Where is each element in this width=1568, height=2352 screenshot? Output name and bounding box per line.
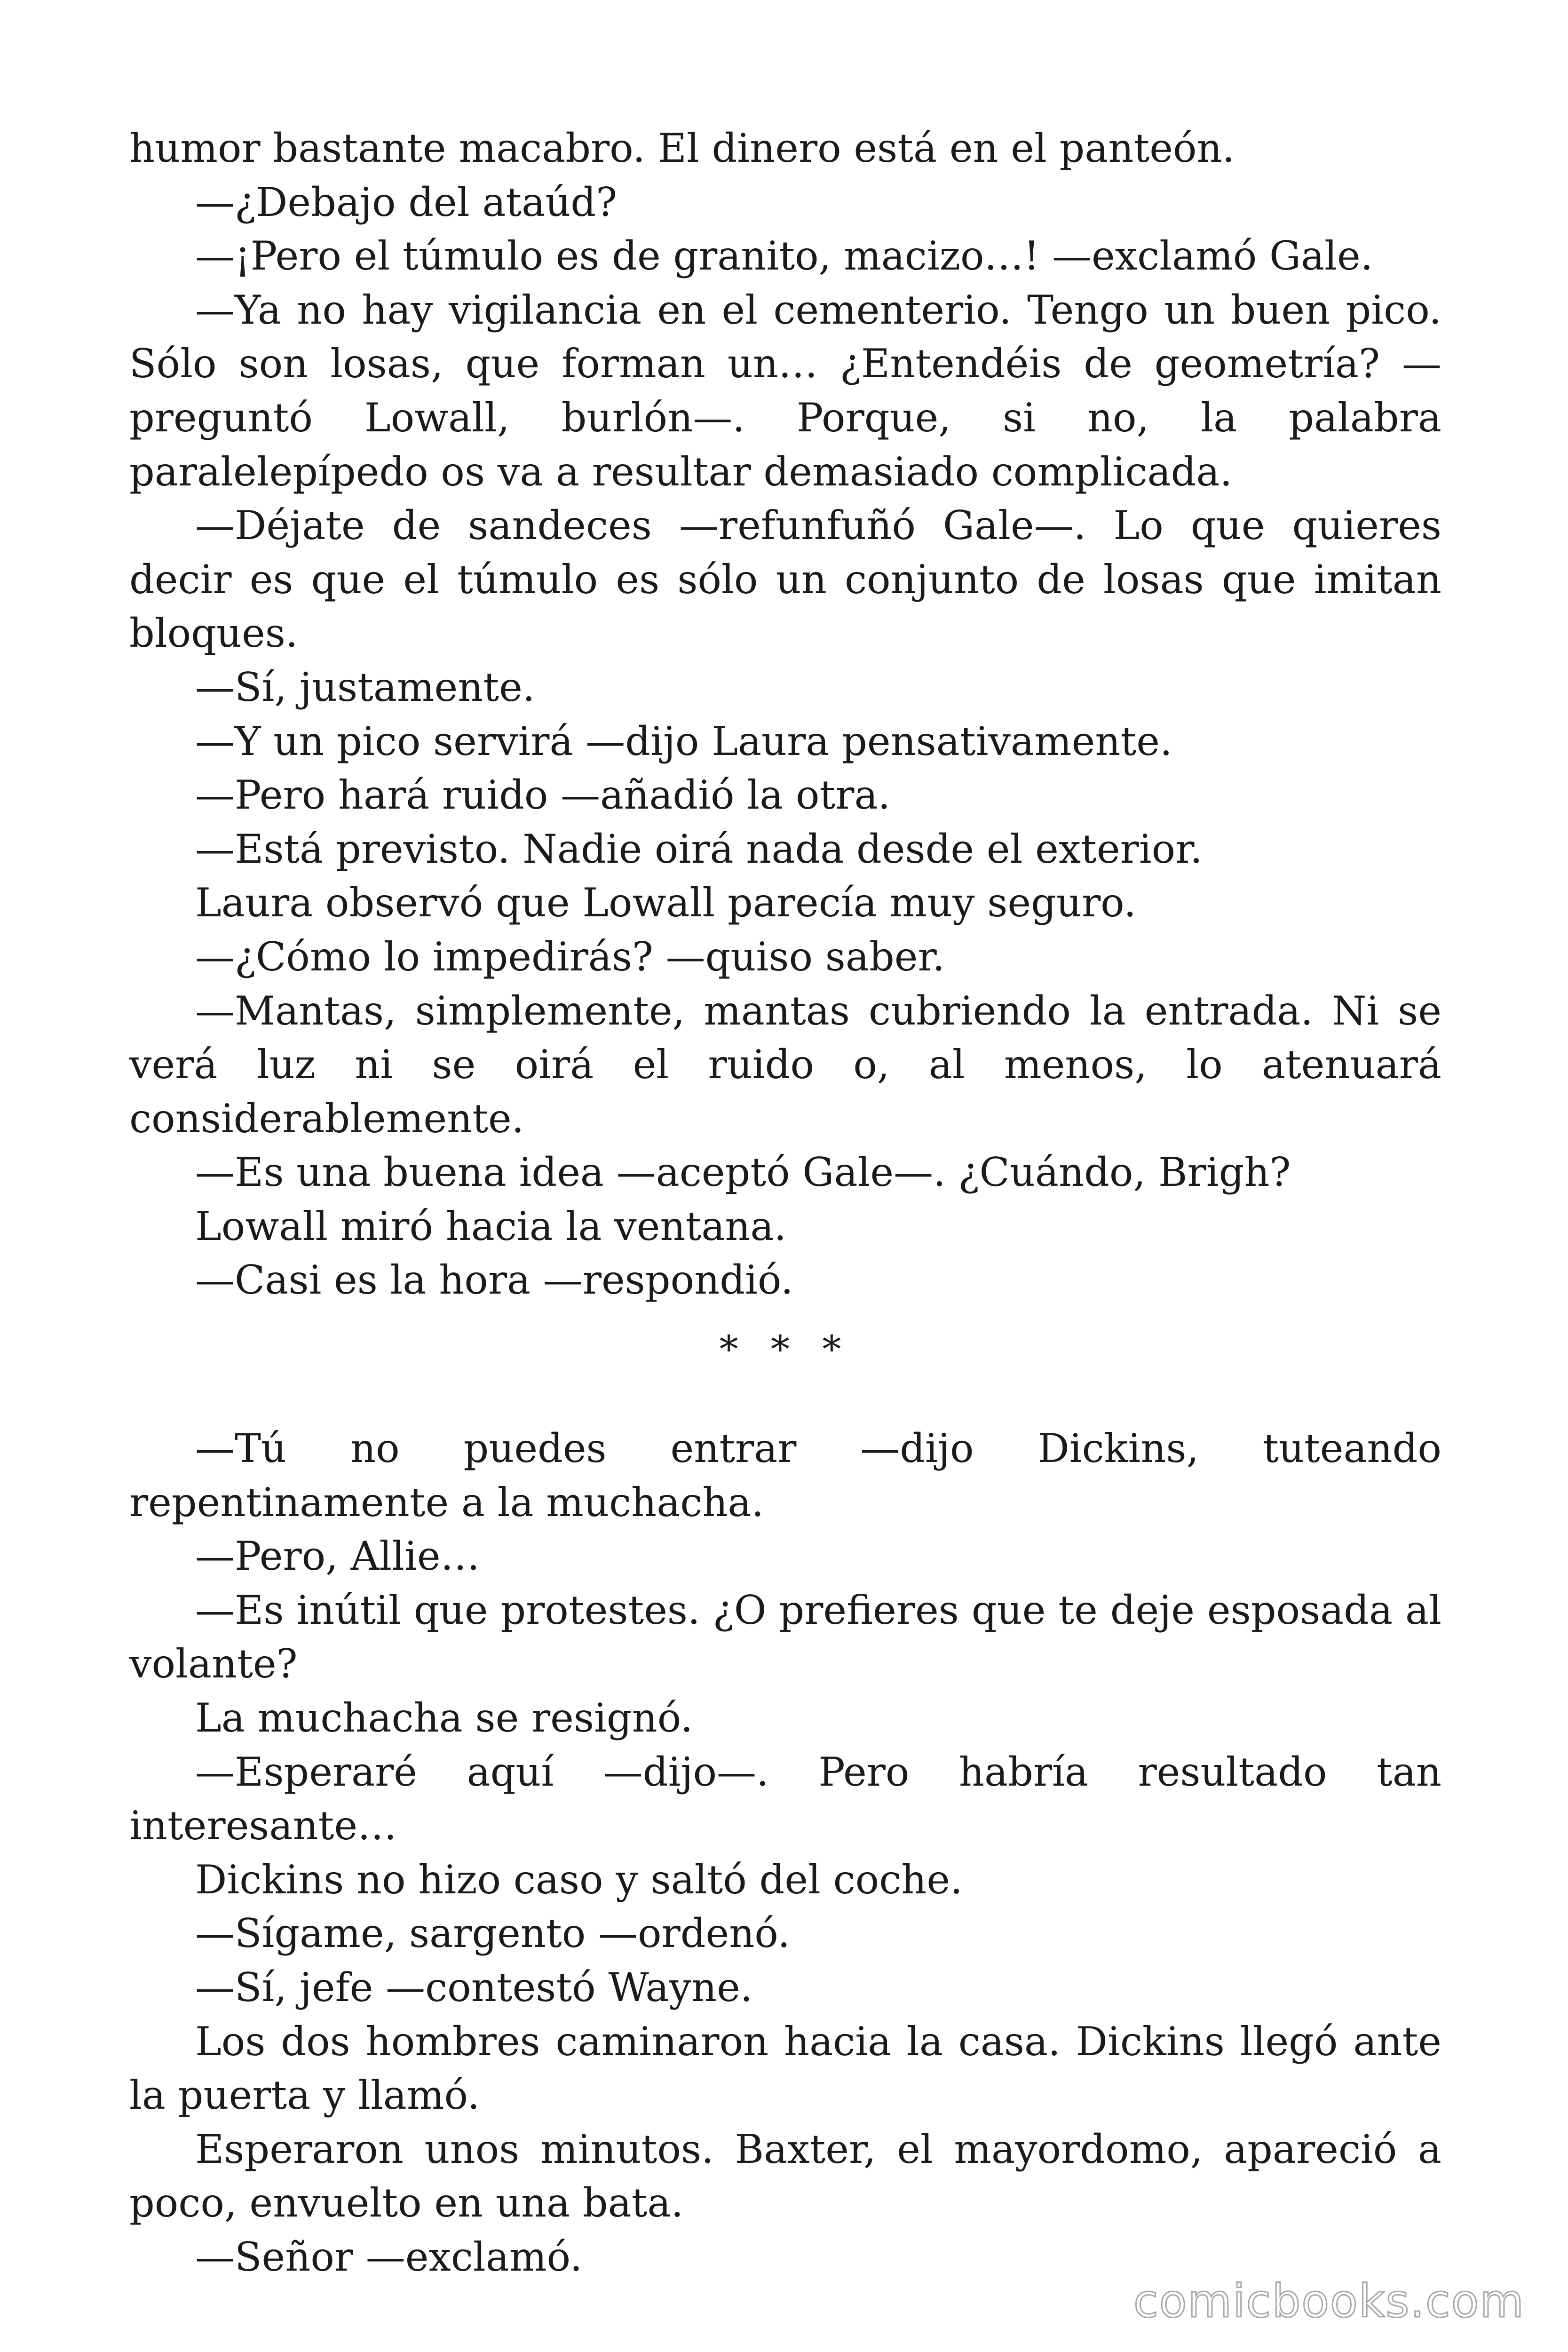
page-text [129, 121, 1441, 2284]
paragraph: —¡Pero el túmulo es de granito, macizo…! —exclamó Gale. [195, 233, 1373, 279]
paragraph: —Sí, jefe —contestó Wayne. [195, 1964, 753, 2010]
paragraph: Lowall miró hacia la ventana. [195, 1203, 787, 1249]
paragraph: —¿Debajo del ataúd? [195, 179, 618, 225]
paragraph: —Es una buena idea —aceptó Gale—. ¿Cuándo, Brigh? [195, 1149, 1291, 1196]
paragraph: —Ya no hay vigilancia en el cementerio. Tengo un buen pico. Sólo son losas, que forman un… ¿Entendéis de geometría? — preguntó Lowall, burlón—. Porque, si no, la palabra paralelepípedo os va a resultar demasiado complicada. [129, 286, 1441, 495]
paragraph: —Pero, Allie… [195, 1533, 480, 1580]
paragraph: —¿Cómo lo impedirás? —quiso saber. [195, 933, 945, 980]
paragraph: —Sígame, sargento —ordenó. [195, 1910, 791, 1957]
paragraph: humor bastante macabro. El dinero está en el panteón. [129, 125, 1235, 171]
paragraph: Esperaron unos minutos. Baxter, el mayordomo, apareció a poco, envuelto en una bata. [129, 2126, 1441, 2226]
paragraph: —Está previsto. Nadie oirá nada desde el exterior. [195, 826, 1203, 872]
paragraph: —Y un pico servirá —dijo Laura pensativamente. [195, 718, 1172, 764]
paragraph: —Déjate de sandeces —refunfuñó Gale—. Lo que quieres decir es que el túmulo es sólo un conjunto de losas que imitan bloques. [129, 502, 1441, 657]
paragraph: La muchacha se resignó. [195, 1695, 693, 1741]
paragraph: Dickins no hizo caso y saltó del coche. [195, 1856, 963, 1903]
paragraph: —Mantas, simplemente, mantas cubriendo la entrada. Ni se verá luz ni se oirá el ruido o, al menos, lo atenuará considerablemente. [129, 987, 1441, 1142]
scene-separator: * * * [719, 1327, 852, 1372]
paragraph: —Tú no puedes entrar —dijo Dickins, tuteando repentinamente a la muchacha. [129, 1425, 1441, 1526]
paragraph: Los dos hombres caminaron hacia la casa. Dickins llegó ante la puerta y llamó. [129, 2018, 1441, 2119]
watermark: comicbooks.com [1133, 2275, 1525, 2328]
paragraph: —Sí, justamente. [195, 664, 535, 710]
paragraph: —Esperaré aquí —dijo—. Pero habría resultado tan interesante… [129, 1748, 1441, 1849]
paragraph: —Casi es la hora —respondió. [195, 1257, 793, 1303]
paragraph: Laura observó que Lowall parecía muy seguro. [195, 880, 1136, 926]
paragraph: —Es inútil que protestes. ¿O prefieres que te deje esposada al volante? [129, 1587, 1441, 1687]
paragraph: —Señor —exclamó. [195, 2233, 583, 2280]
paragraph: —Pero hará ruido —añadió la otra. [195, 772, 891, 818]
